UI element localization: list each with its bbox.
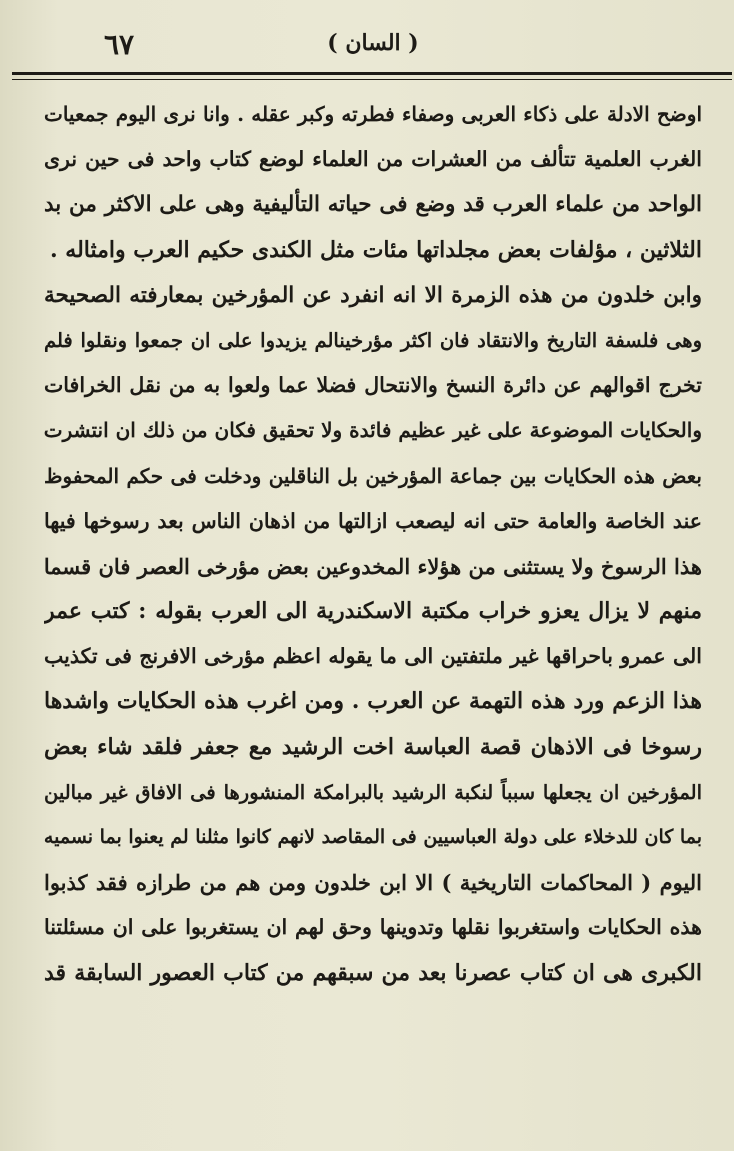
text-line: وابن خلدون من هذه الزمرة الا انه انفرد عن المؤرخين بمعارفته الصحيحة [44,282,702,308]
text-line: المؤرخين ان يجعلها سبباً لنكبة الرشيد بالبرامكة المنشورها فى الافاق غير مبالين [44,780,702,804]
text-line: الثلاثين ، مؤلفات بعض مجلداتها مئات مثل الكندى حكيم العرب وامثاله . [49,236,702,263]
text-line: هذه الحكايات واستغربوا نقلها وتدوينها وحق لهم ان يستغربوا على ان مسئلتنا [44,915,702,940]
text-line: الواحد من علماء العرب قد وضع فى حياته التأليفية وهى على الاكثر من بد [44,192,702,218]
page-number: ٦٧ [104,28,135,61]
text-line: الغرب العلمية تتألف من العشرات من العلماء لوضع كتاب واحد فى حين نرى [44,147,702,172]
text-line: منهم لا يزال يعزو خراب مكتبة الاسكندرية الى العرب بقوله : كتب عمر [44,598,702,625]
text-line: تخرج اقوالهم عن دائرة النسخ والانتحال فضلا عما ولعوا به من نقل الخرافات [44,373,702,398]
text-line: بما كان للدخلاء على دولة العباسيين فى المقاصد لانهم كانوا مثلنا لم يعنوا بما نسميه [44,826,702,848]
page-header [44,0,702,68]
text-line: اوضح الادلة على ذكاء العربى وصفاء فطرته وكبر عقله . وانا نرى اليوم جمعيات [44,102,702,126]
text-line: بعض هذه الحكايات بين جماعة المؤرخين بل الناقلين ودخلت فى حكم المحفوظ [44,463,702,488]
text-line: الى عمرو باحراقها غير ملتفتين الى ما يقوله اعظم مؤرخى الافرنج فى تكذيب [44,644,702,669]
text-line: هذا الرسوخ ولا يستثنى من هؤلاء المخدوعين بعض مؤرخى العصر فان قسما [44,553,702,579]
body-text [44,92,702,996]
text-line: رسوخا فى الاذهان قصة العباسة اخت الرشيد مع جعفر فلقد شاء بعض [44,733,702,760]
header-rule-thin [12,79,732,80]
text-line: الكبرى هى ان كتاب عصرنا بعد من سبقهم من كتاب العصور السابقة قد [44,959,702,986]
text-line: اليوم ( المحاكمات التاريخية ) الا ابن خلدون ومن هم من طرازه فقد كذبوا [44,870,702,896]
text-line: عند الخاصة والعامة حتى انه ليصعب ازالتها من اذهان الناس بعد رسوخها فيها [44,508,702,533]
text-line: والحكايات الموضوعة على غير عظيم فائدة ولا تحقيق فكان من ذلك ان انتشرت [44,418,702,443]
running-head: ( السان ) [327,30,419,56]
text-line: هذا الزعم ورد هذه التهمة عن العرب . ومن اغرب هذه الحكايات واشدها [44,688,702,715]
text-line: وهى فلسفة التاريخ والانتقاد فان اكثر مؤرخينالم يزيدوا على ان جمعوا ونقلوا فلم [44,328,702,352]
header-rule-thick [12,72,732,75]
